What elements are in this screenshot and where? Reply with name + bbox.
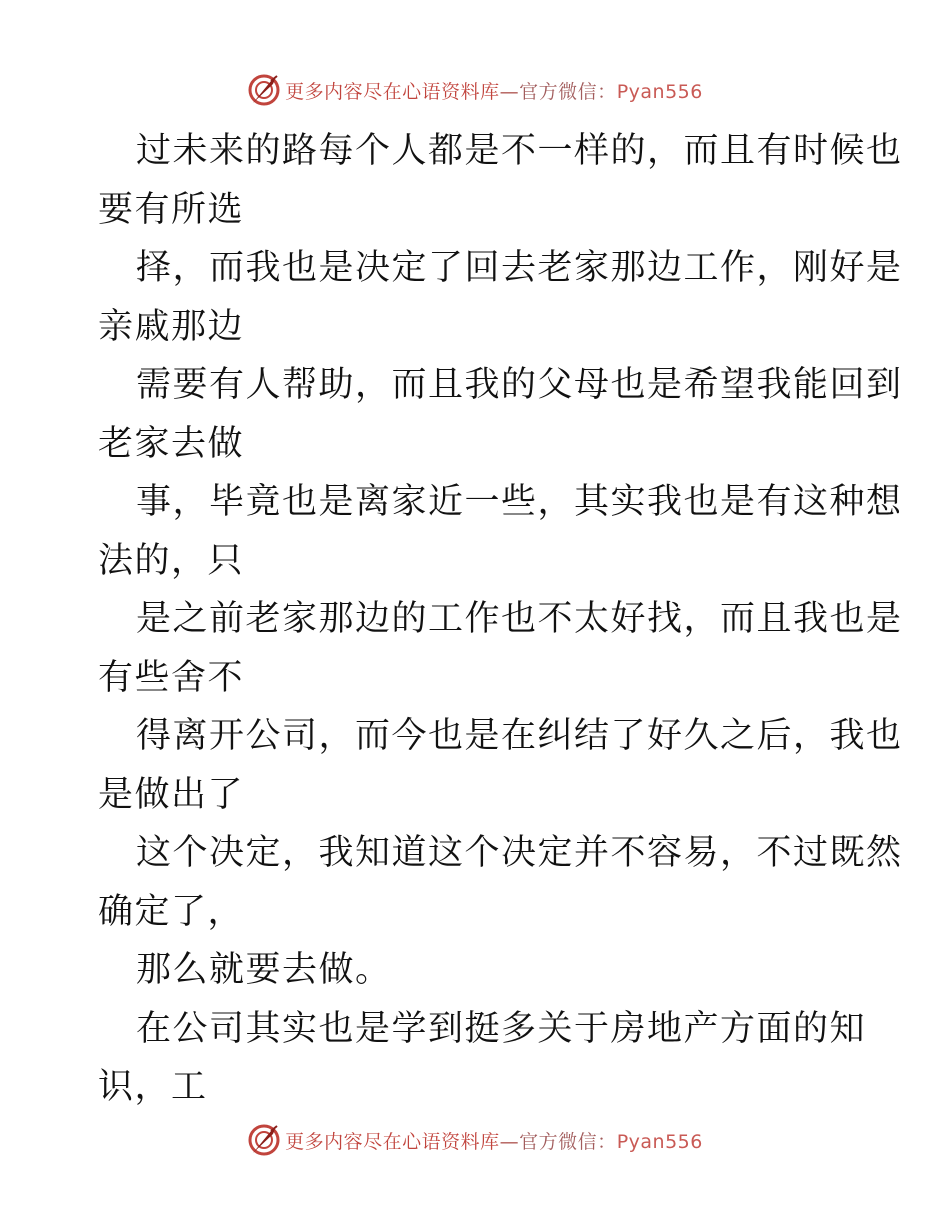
text-line: 老家去做 (98, 423, 245, 464)
watermark-wechat-label: 官方微信： (519, 80, 617, 103)
watermark-site-name: 更多内容尽在心语资料库 (285, 1130, 500, 1153)
text-line: 是之前老家那边的工作也不太好找，而且我也是 (136, 599, 903, 639)
text-line: 择，而我也是决定了回去老家那边工作，刚好是 (136, 248, 903, 288)
text-line: 法的，只 (98, 540, 245, 581)
header-watermark-banner (0, 70, 950, 110)
watermark-text (285, 1127, 703, 1154)
text-line: 过未来的路每个人都是不一样的，而且有时候也 (136, 131, 903, 171)
watermark-site-name: 更多内容尽在心语资料库 (285, 80, 500, 103)
text-line: 得离开公司，而今也是在纠结了好久之后，我也 (136, 716, 903, 756)
text-line: 是做出了 (98, 774, 245, 815)
footer-watermark-banner (0, 1120, 950, 1160)
watermark-wechat-id: Pyan556 (616, 80, 703, 103)
text-line: 这个决定，我知道这个决定并不容易，不过既然 (136, 833, 903, 873)
quill-logo-icon (247, 73, 281, 107)
watermark-wechat-label: 官方微信： (519, 1130, 617, 1153)
text-line: 有些舍不 (98, 657, 245, 698)
watermark-wechat-id: Pyan556 (616, 1130, 703, 1153)
text-line: 要有所选 (98, 189, 245, 230)
text-line: 确定了， (98, 891, 245, 932)
text-line: 识，工 (98, 1067, 208, 1107)
watermark-text (285, 77, 703, 104)
text-line: 事，毕竟也是离家近一些，其实我也是有这种想 (136, 482, 903, 522)
text-line: 那么就要去做。 (136, 950, 392, 990)
quill-logo-icon (247, 1123, 281, 1157)
text-line: 需要有人帮助，而且我的父母也是希望我能回到 (136, 365, 903, 405)
text-line: 在公司其实也是学到挺多关于房地产方面的知 (136, 1008, 867, 1049)
document-body (98, 122, 903, 1117)
watermark-dash: — (499, 80, 520, 103)
watermark-dash: — (499, 1130, 520, 1153)
text-line: 亲戚那边 (98, 306, 245, 347)
